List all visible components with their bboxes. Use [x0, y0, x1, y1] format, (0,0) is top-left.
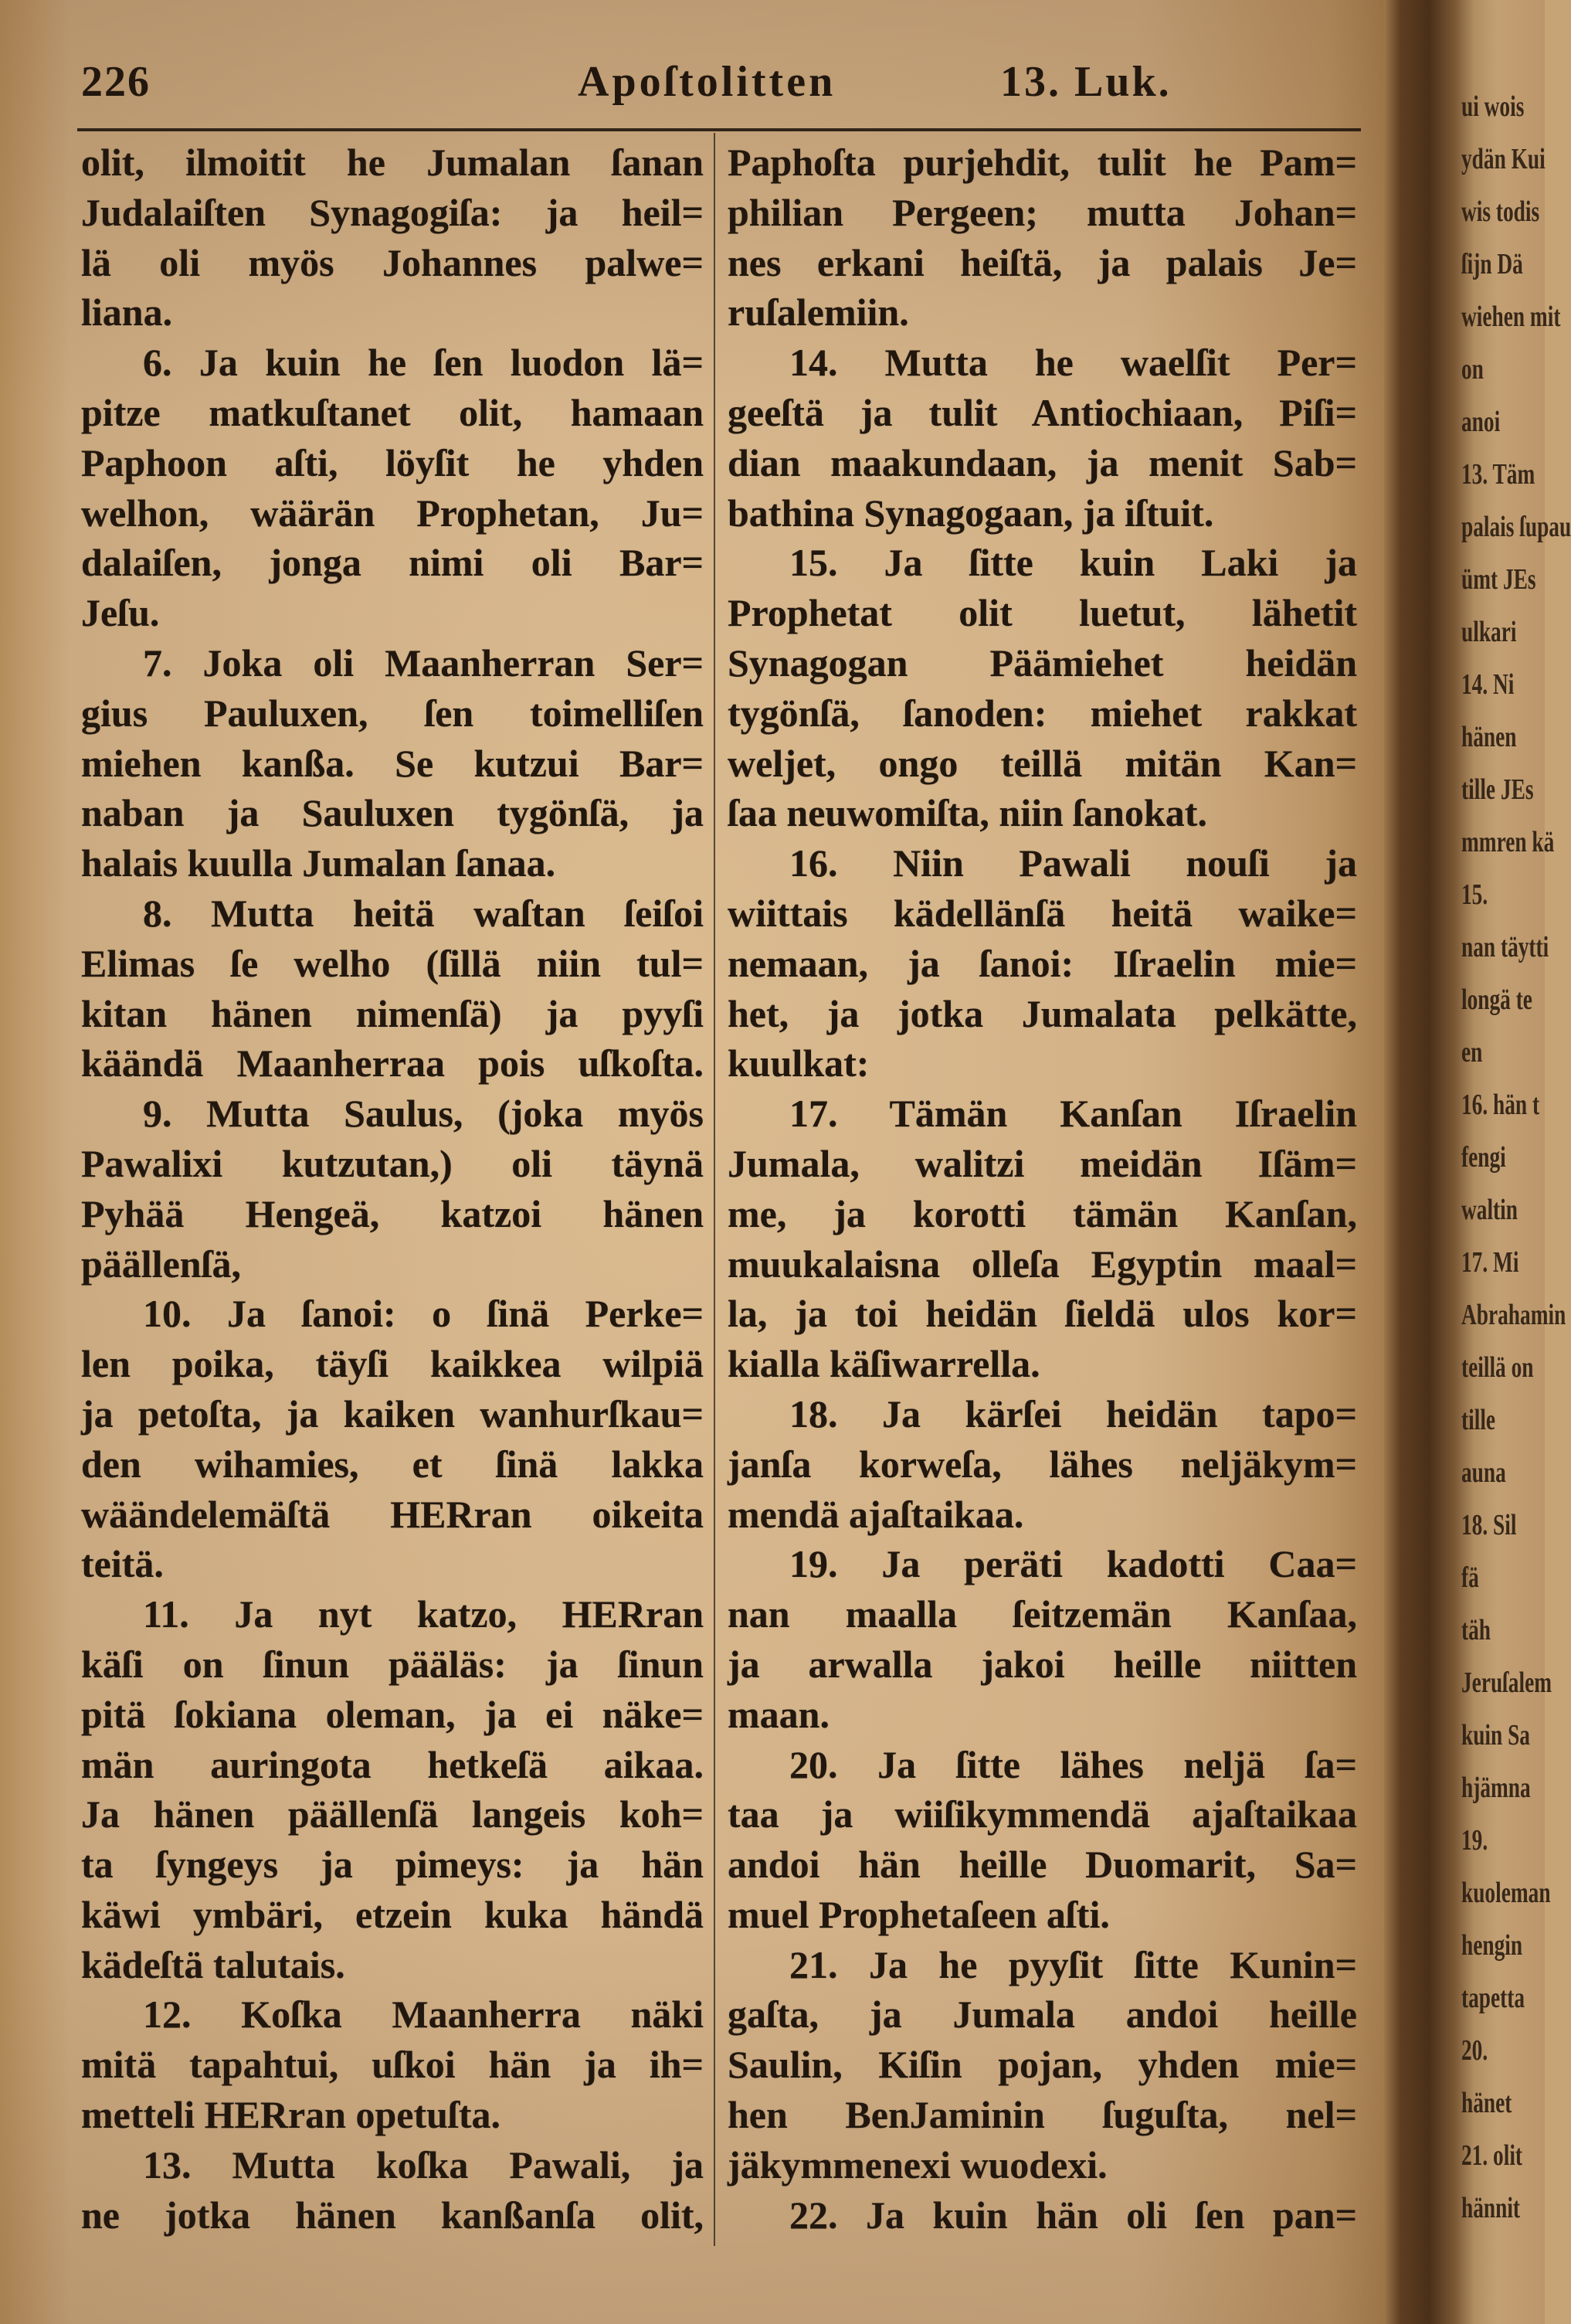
text-line: päällenſä,	[81, 1242, 241, 1286]
adjacent-page-fragment: en	[1461, 1036, 1483, 1069]
text-line: käſi on ſinun pääläs: ja ſinun	[81, 1642, 704, 1686]
page-number: 226	[81, 58, 151, 106]
text-line: män auringota hetkeſä aikaa.	[81, 1742, 704, 1786]
verse-line: 15. Ja ſitte kuin Laki ja	[789, 541, 1357, 585]
text-line: dian maakundaan, ja menit Sab=	[728, 440, 1357, 484]
text-line: dalaiſen, jonga nimi oli Bar=	[81, 541, 704, 585]
adjacent-page-fragment: 21. olit	[1461, 2139, 1523, 2172]
adjacent-page-fragment: ümt JEs	[1461, 563, 1536, 596]
running-title: Apoſtolitten	[578, 58, 836, 106]
text-line: la, ja toi heidän ſieldä ulos kor=	[728, 1292, 1357, 1336]
verse-line: 16. Niin Pawali nouſi ja	[789, 841, 1357, 885]
text-line: kitan hänen nimenſä) ja pyyſi	[81, 991, 704, 1035]
text-line: bathina Synagogaan, ja iſtuit.	[728, 491, 1214, 535]
text-line: philian Pergeen; mutta Johan=	[728, 190, 1357, 234]
verse-line: 9. Mutta Saulus, (joka myös	[143, 1092, 704, 1136]
adjacent-page-fragment: wis todis	[1461, 195, 1540, 228]
text-line: janſa korweſa, lähes neljäkym=	[728, 1442, 1357, 1486]
verse-line: 6. Ja kuin he ſen luodon lä=	[143, 341, 704, 385]
text-line: teitä.	[81, 1542, 164, 1586]
adjacent-page-fragment: ulkari	[1461, 616, 1517, 648]
adjacent-page-fragment: fä	[1461, 1561, 1479, 1594]
adjacent-page-fragment: tille	[1461, 1404, 1496, 1436]
adjacent-page-fragment: ui wois	[1461, 90, 1525, 123]
text-line: welhon, wäärän Prophetan, Ju=	[81, 491, 704, 535]
text-line: muukalaisna olleſa Egyptin maal=	[728, 1242, 1357, 1286]
adjacent-page-fragment: 17. Mi	[1461, 1246, 1519, 1279]
adjacent-page-fragment: on	[1461, 353, 1484, 386]
verse-line: 14. Mutta he waelſit Per=	[789, 341, 1357, 385]
adjacent-page-fragment: waltin	[1461, 1194, 1518, 1226]
adjacent-page-fragments	[1461, 80, 1571, 2313]
text-line: käwi ymbäri, etzein kuka händä	[81, 1892, 704, 1936]
adjacent-page-fragment: hänet	[1461, 2087, 1512, 2119]
text-line: Pyhää Hengeä, katzoi hänen	[81, 1191, 704, 1235]
adjacent-page-fragment: mmren kä	[1461, 826, 1555, 858]
text-line: ne jotka hänen kanßanſa olit,	[81, 2193, 704, 2237]
text-line: me, ja korotti tämän Kanſan,	[728, 1191, 1357, 1235]
left-column	[81, 138, 704, 2240]
text-line: kuulkat:	[728, 1041, 870, 1086]
header-rule	[77, 128, 1361, 131]
text-line: lä oli myös Johannes palwe=	[81, 240, 704, 284]
adjacent-page-fragment: 15.	[1461, 878, 1488, 911]
text-line: kädeſtä talutais.	[81, 1942, 345, 1986]
text-line: Saulin, Kiſin pojan, yhden mie=	[728, 2043, 1357, 2087]
verse-line: 7. Joka oli Maanherran Ser=	[143, 640, 704, 685]
text-line: weljet, ongo teillä mitän Kan=	[728, 741, 1357, 785]
adjacent-page-fragment: täh	[1461, 1614, 1491, 1646]
adjacent-page-fragment: anoi	[1461, 406, 1501, 438]
text-line: tygönſä, ſanoden: miehet rakkat	[728, 691, 1357, 735]
adjacent-page-fragment: longä te	[1461, 984, 1532, 1016]
text-line: ja petoſta, ja kaiken wanhurſkau=	[81, 1391, 704, 1436]
adjacent-page-fragment: ydän Kui	[1461, 143, 1546, 175]
adjacent-page-fragment: 19.	[1461, 1824, 1488, 1857]
text-line: mitä tapahtui, uſkoi hän ja ih=	[81, 2043, 704, 2087]
text-line: pitä ſokiana oleman, ja ei näke=	[81, 1692, 704, 1736]
text-line: gaſta, ja Jumala andoi heille	[728, 1993, 1357, 2037]
text-line: Synagogan Päämiehet heidän	[728, 640, 1357, 685]
text-line: ja arwalla jakoi heille niitten	[728, 1642, 1357, 1686]
adjacent-page-fragment: ſijn Dä	[1461, 248, 1523, 280]
adjacent-page-fragment: kuin Sa	[1461, 1719, 1530, 1751]
text-line: Jumala, walitzi meidän Iſäm=	[728, 1141, 1357, 1185]
text-line: mendä ajaſtaikaa.	[728, 1492, 1024, 1536]
text-line: halais kuulla Jumalan ſanaa.	[81, 841, 556, 885]
text-line: Elimas ſe welho (ſillä niin tul=	[81, 941, 704, 985]
text-line: het, ja jotka Jumalata pelkätte,	[728, 991, 1357, 1035]
adjacent-page-fragment: Abrahamin	[1461, 1299, 1566, 1331]
text-line: Jeſu.	[81, 591, 160, 635]
text-line: ruſalemiin.	[728, 290, 909, 335]
adjacent-page-fragment: nan täytti	[1461, 931, 1549, 963]
text-line: Judalaiſten Synagogiſa: ja heil=	[81, 190, 704, 234]
text-line: den wihamies, et ſinä lakka	[81, 1442, 704, 1486]
running-header	[81, 49, 1363, 114]
verse-line: 11. Ja nyt katzo, HERran	[143, 1592, 704, 1636]
text-line: jäkymmenexi wuodexi.	[728, 2142, 1108, 2186]
adjacent-page-fragment: tille JEs	[1461, 773, 1534, 806]
text-line: andoi hän heille Duomarit, Sa=	[728, 1843, 1357, 1887]
adjacent-page-fragment: Jeruſalem	[1461, 1667, 1552, 1699]
text-line: ſaa neuwomiſta, niin ſanokat.	[728, 791, 1207, 835]
verse-line: 21. Ja he pyyſit ſitte Kunin=	[789, 1942, 1357, 1986]
adjacent-page-fragment: hänen	[1461, 721, 1517, 753]
adjacent-page-fragment: fengi	[1461, 1141, 1506, 1174]
text-line: Ja hänen päällenſä langeis koh=	[81, 1792, 704, 1836]
text-line: Pawalixi kutzutan,) oli täynä	[81, 1141, 704, 1185]
adjacent-page-fragment: hännit	[1461, 2192, 1521, 2224]
adjacent-page-fragment: 16. hän t	[1461, 1089, 1540, 1121]
text-line: käändä Maanherraa pois uſkoſta.	[81, 1041, 704, 1086]
adjacent-page-fragment: auna	[1461, 1456, 1506, 1489]
text-line: miehen kanßa. Se kutzui Bar=	[81, 741, 704, 785]
text-line: maan.	[728, 1692, 830, 1736]
adjacent-page-fragment: 18. Sil	[1461, 1509, 1517, 1541]
verse-line: 19. Ja peräti kadotti Caa=	[789, 1542, 1357, 1586]
adjacent-page-fragment: hjämna	[1461, 1772, 1531, 1804]
text-line: metteli HERran opetuſta.	[81, 2093, 500, 2137]
adjacent-page-fragment: palais ſupau	[1461, 511, 1571, 543]
text-line: olit, ilmoitit he Jumalan ſanan	[81, 141, 704, 184]
adjacent-page-fragment: wiehen mit	[1461, 301, 1561, 333]
text-line: wäändelemäſtä HERran oikeita	[81, 1492, 704, 1536]
text-line: ta ſyngeys ja pimeys: ja hän	[81, 1843, 704, 1887]
text-line: pitze matkuſtanet olit, hamaan	[81, 390, 704, 434]
verse-line: 10. Ja ſanoi: o ſinä Perke=	[143, 1292, 704, 1336]
adjacent-page-fragment: hengin	[1461, 1929, 1523, 1962]
verse-line: 20. Ja ſitte lähes neljä ſa=	[789, 1742, 1357, 1786]
chapter-label: 13. Luk.	[1000, 58, 1172, 106]
text-line: kialla käſiwarrella.	[728, 1342, 1040, 1386]
verse-line: 18. Ja kärſei heidän tapo=	[789, 1391, 1357, 1436]
text-line: wiittais kädellänſä heitä waike=	[728, 891, 1357, 935]
adjacent-page-edge	[1384, 0, 1571, 2324]
text-line: taa ja wiiſikymmendä ajaſtaikaa	[728, 1792, 1357, 1836]
text-line: naban ja Sauluxen tygönſä, ja	[81, 791, 704, 835]
text-line: gius Pauluxen, ſen toimelliſen	[81, 691, 704, 735]
verse-line: 12. Koſka Maanherra näki	[143, 1993, 704, 2037]
verse-line: 17. Tämän Kanſan Iſraelin	[789, 1092, 1357, 1136]
text-line: Paphoſta purjehdit, tulit he Pam=	[728, 141, 1357, 184]
text-line: Prophetat olit luetut, lähetit	[728, 591, 1357, 635]
text-line: hen BenJaminin ſuguſta, nel=	[728, 2093, 1357, 2137]
text-line: geeſtä ja tulit Antiochiaan, Piſi=	[728, 390, 1357, 434]
text-line: nemaan, ja ſanoi: Iſraelin mie=	[728, 941, 1357, 985]
column-divider	[714, 133, 715, 2246]
adjacent-page-fragment: tapetta	[1461, 1982, 1525, 2014]
adjacent-page-fragment: 13. Täm	[1461, 458, 1535, 491]
text-line: liana.	[81, 290, 173, 335]
adjacent-page-fragment: kuoleman	[1461, 1877, 1551, 1909]
verse-line: 13. Mutta koſka Pawali, ja	[143, 2142, 704, 2186]
verse-line: 22. Ja kuin hän oli ſen pan=	[789, 2193, 1357, 2237]
text-line: nan maalla ſeitzemän Kanſaa,	[728, 1592, 1357, 1636]
adjacent-page-fragment: 14. Ni	[1461, 668, 1515, 701]
text-line: Paphoon aſti, löyſit he yhden	[81, 440, 704, 484]
verse-line: 8. Mutta heitä waſtan ſeiſoi	[143, 891, 704, 935]
text-line: len poika, täyſi kaikkea wilpiä	[81, 1342, 704, 1386]
text-line: muel Prophetaſeen aſti.	[728, 1892, 1110, 1936]
right-column	[728, 138, 1357, 2240]
adjacent-page-fragment: teillä on	[1461, 1351, 1534, 1384]
text-line: nes erkani heiſtä, ja palais Je=	[728, 240, 1357, 284]
adjacent-page-fragment: 20.	[1461, 2034, 1488, 2067]
